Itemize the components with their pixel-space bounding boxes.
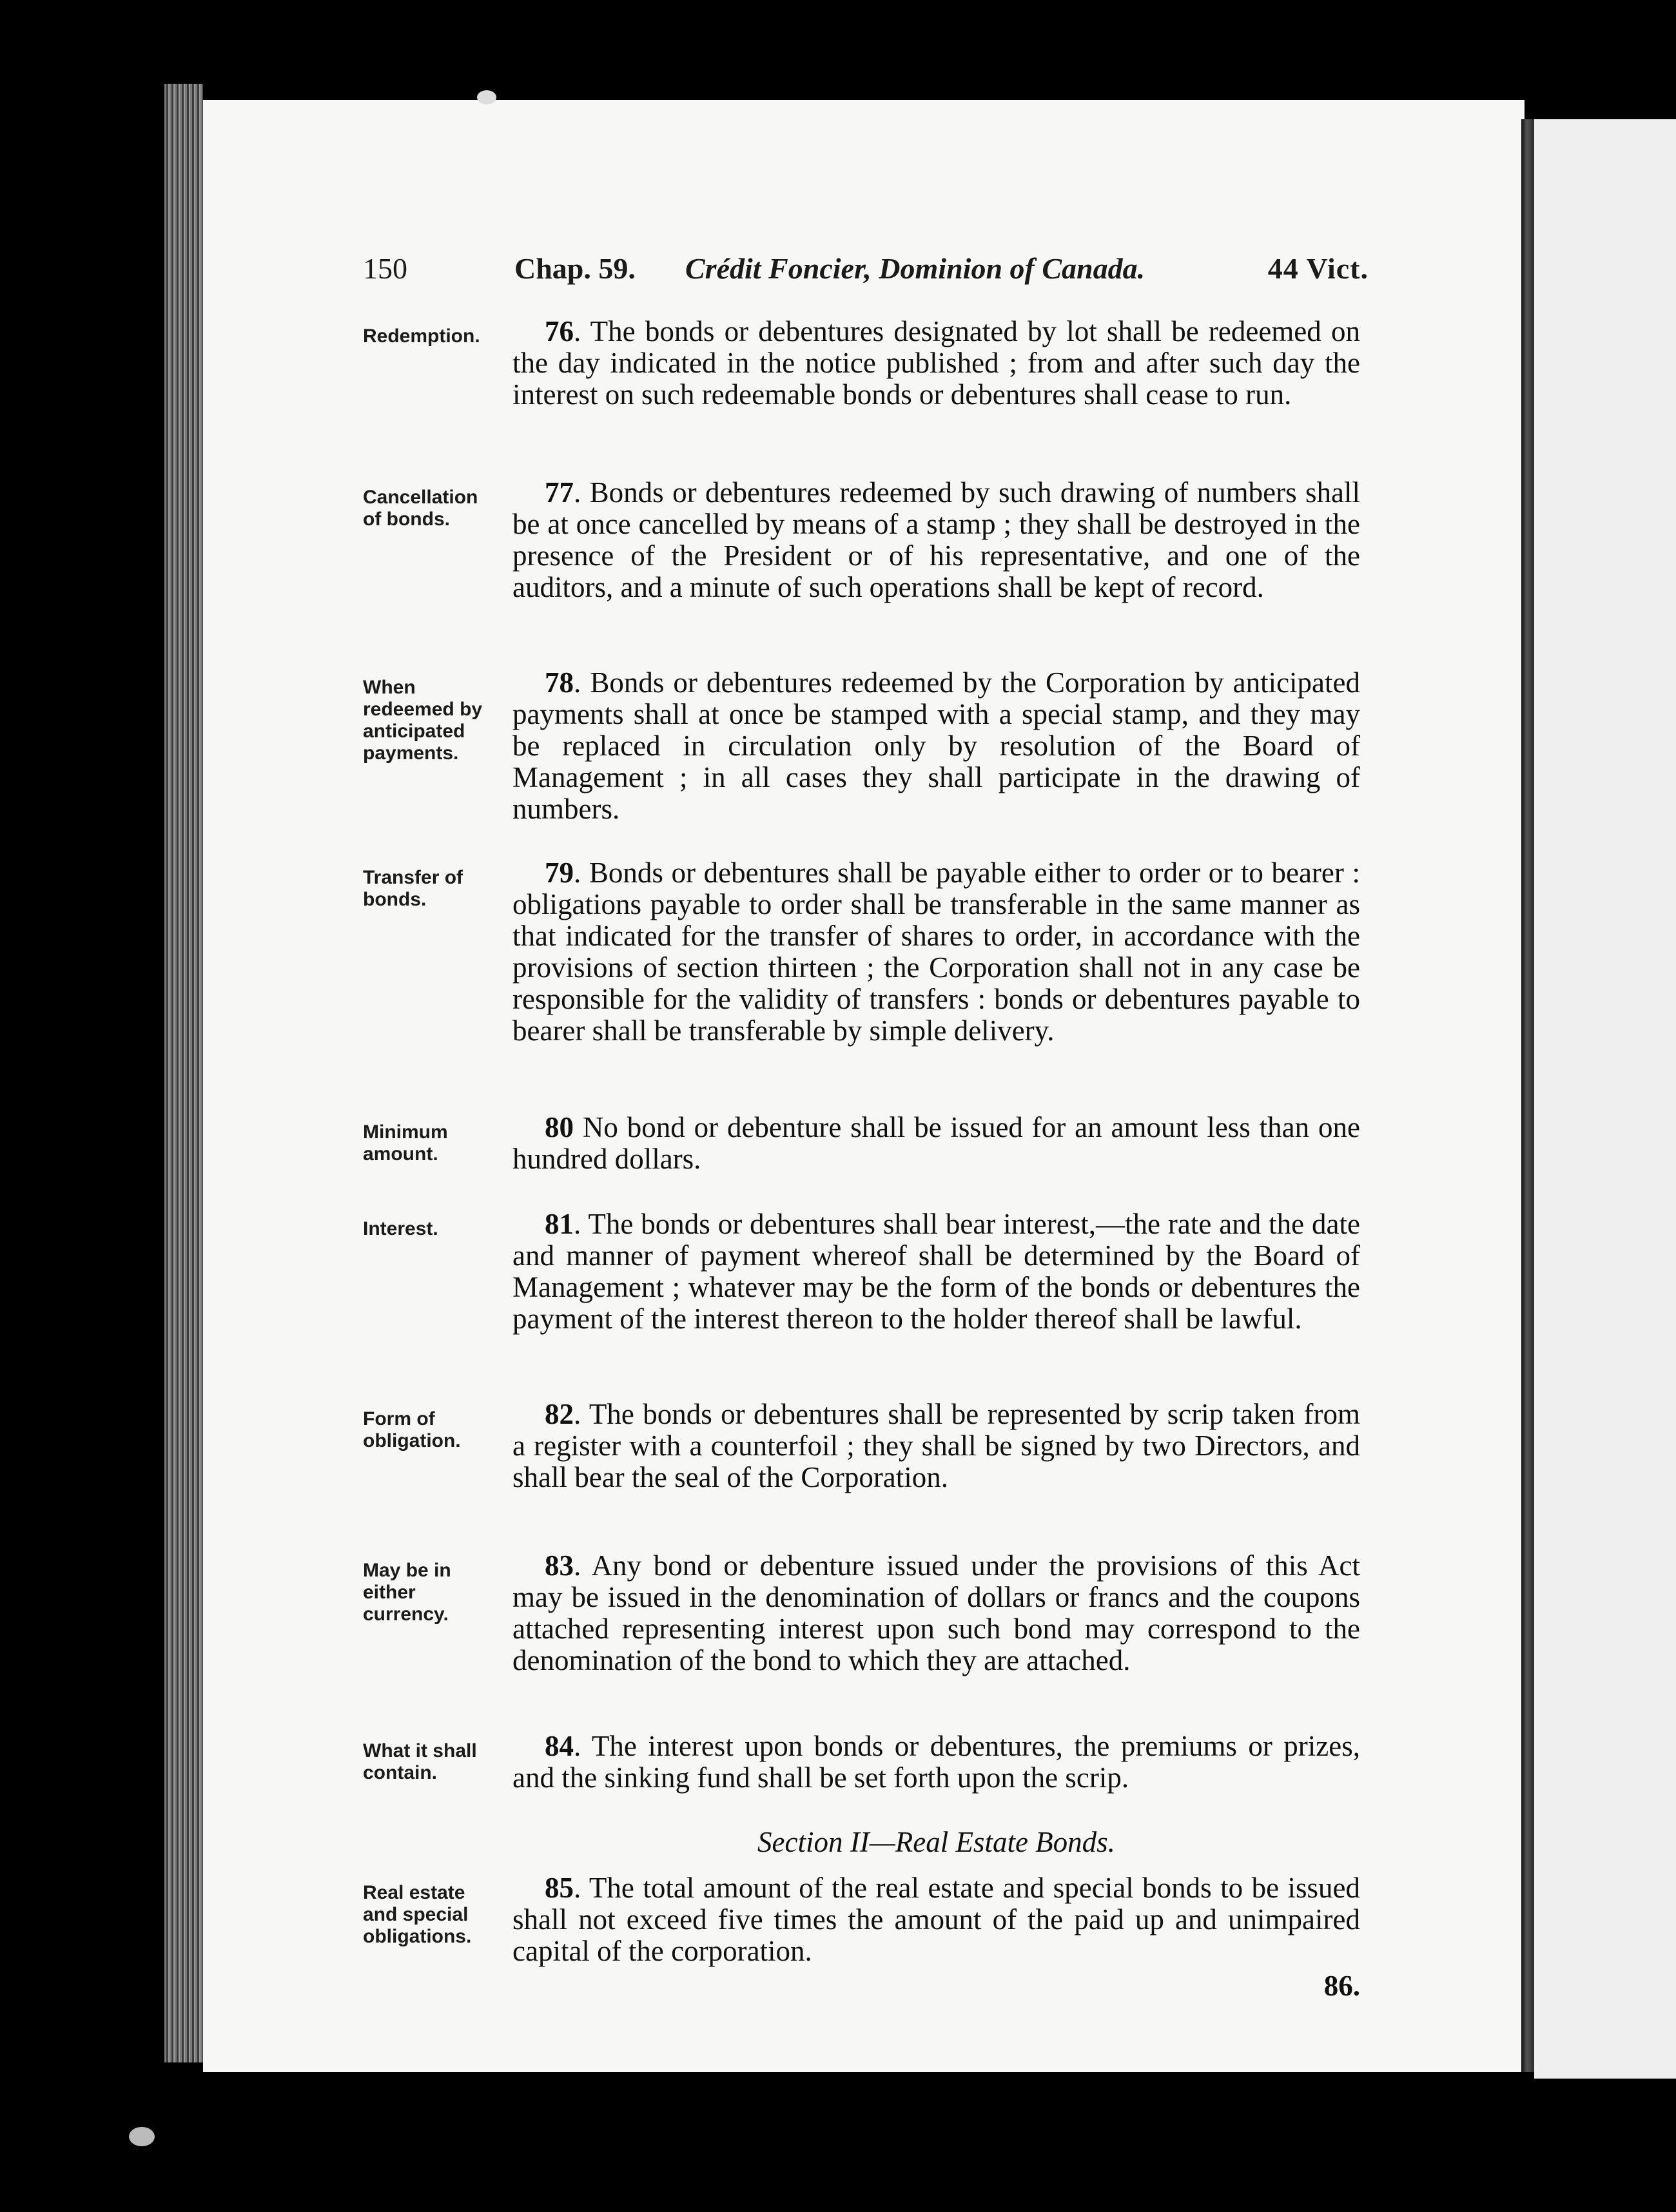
section-number: 76	[545, 315, 574, 347]
section-text: Bonds or debentures redeemed by the Corporation by anticipated payments shall at once be stamped with a special stamp, and they may be replaced in circulation only by resolution of the Board of Management ; in all cases they shall participate in the drawing of numbers.	[512, 666, 1361, 825]
paper-speck	[129, 2127, 155, 2146]
section-number: 82	[545, 1398, 574, 1430]
margin-note: May be in either currency.	[363, 1560, 451, 1625]
section-number: 83	[545, 1549, 574, 1582]
section-number: 84	[545, 1730, 574, 1762]
catchword: 86.	[1323, 1970, 1360, 2002]
section-84: 84. The interest upon bonds or debentures, the premiums or prizes, and the sinking fund shall be set forth upon the scrip.	[512, 1730, 1360, 1794]
section-82: 82. The bonds or debentures shall be represented by scrip taken from a register with a counterfoil ; they shall be signed by two Directors, and shall bear the seal of the Corporation.	[512, 1398, 1360, 1493]
section-78: 78. Bonds or debentures redeemed by the Corporation by anticipated payments shall at once be stamped with a special stamp, and they may be replaced in circulation only by resolution of the Board of Management ; in all cases they shall participate in the drawing of numbers.	[512, 666, 1361, 825]
section-text: The bonds or debentures designated by lot shall be redeemed on the day indicated in the notice published ; from and after such day the interest on such redeemable bonds or debentures shall cease to run.	[512, 315, 1360, 411]
page-number: 150	[363, 252, 407, 285]
section-text: No bond or debenture shall be issued for an amount less than one hundred dollars.	[512, 1111, 1360, 1175]
section-77: 77. Bonds or debentures redeemed by such drawing of numbers shall be at once cancelled by means of a stamp ; they shall be destroyed in the presence of the President or of his representative, and one of the auditors, and a minute of such operations shall be kept of record.	[512, 476, 1360, 603]
section-number: 79	[545, 857, 574, 889]
running-title: Crédit Foncier, Dominion of Canada.	[685, 252, 1145, 285]
section-text: Bonds or debentures redeemed by such drawing of numbers shall be at once cancelled by means of a stamp ; they shall be destroyed in the presence of the President or of his representative, and one of the auditors, and a minute of such operations shall be kept of record.	[512, 476, 1360, 603]
running-header	[363, 251, 1369, 296]
section-text: Any bond or debenture issued under the provisions of this Act may be issued in the denomination of dollars or francs and the coupons attached representing interest upon such bond may correspond to the denomination of the bond to which they are attached.	[512, 1549, 1360, 1676]
chapter-label: Chap. 59.	[514, 252, 636, 285]
section-80	[512, 1112, 1360, 1175]
section-number: 85	[545, 1872, 574, 1904]
margin-note: Real estate and special obligations.	[363, 1882, 472, 1947]
section-79: 79. Bonds or debentures shall be payable either to order or to bearer : obligations payable to order shall be transferable in the same manner as that indicated for the transfer of shares to order, in accordance with the provisions of section thirteen ; the Corporation shall not in any case be responsible for the validity of transfers : bonds or debentures payable to bearer shall be transferable by simple delivery.	[512, 857, 1360, 1047]
margin-note: Form of obligation.	[363, 1408, 461, 1451]
margin-note: Cancellation of bonds.	[363, 487, 478, 530]
section-number: 78	[545, 666, 574, 699]
margin-note: Redemption.	[363, 325, 480, 347]
section-number: 80	[545, 1111, 574, 1143]
margin-note: Transfer of bonds.	[363, 867, 463, 910]
paper-speck	[477, 90, 496, 104]
section-number: 77	[545, 476, 574, 509]
margin-note: Minimum amount.	[363, 1121, 448, 1165]
section-81: 81. The bonds or debentures shall bear interest,—the rate and the date and manner of payment whereof shall be determined by the Board of Management ; whatever may be the form of the bonds or debentures the payment of the interest thereon to the holder thereof shall be lawful.	[512, 1208, 1361, 1335]
book-binding	[1521, 119, 1535, 2072]
section-text: The bonds or debentures shall bear interest,—the rate and the date and manner of payment whereof shall be determined by the Board of Management ; whatever may be the form of the bonds or debentures the payment of the interest thereon to the holder thereof shall be lawful.	[512, 1208, 1361, 1335]
page-edges	[164, 84, 203, 2062]
section-number: 81	[545, 1208, 574, 1240]
margin-note: When redeemed by anticipated payments.	[363, 677, 483, 764]
section-83: 83. Any bond or debenture issued under the provisions of this Act may be issued in the denomination of dollars or francs and the coupons attached representing interest upon such bond may correspond to the denomination of the bond to which they are attached.	[512, 1549, 1360, 1676]
section-text: The total amount of the real estate and special bonds to be issued shall not exceed five times the amount of the paid up and unimpaired capital of the corporation.	[512, 1872, 1361, 1967]
section-85: 85. The total amount of the real estate and special bonds to be issued shall not exceed five times the amount of the paid up and unimpaired capital of the corporation.	[512, 1872, 1361, 1967]
facing-page	[1534, 119, 1676, 2079]
section-76: 76. The bonds or debentures designated by lot shall be redeemed on the day indicated in the notice published ; from and after such day the interest on such redeemable bonds or debentures shall cease to run.	[512, 315, 1360, 411]
section-text: Bonds or debentures shall be payable either to order or to bearer : obligations payable to order shall be transferable in the same manner as that indicated for the transfer of shares to order, in accordance with the provisions of section thirteen ; the Corporation shall not in any case be responsible for the validity of transfers : bonds or debentures payable to bearer shall be transferable by simple delivery.	[512, 857, 1360, 1047]
section-text: The bonds or debentures shall be represented by scrip taken from a register with a counterfoil ; they shall be signed by two Directors, and shall bear the seal of the Corporation.	[512, 1398, 1360, 1493]
regnal-year: 44 Vict.	[1267, 252, 1369, 285]
section-heading: Section II—Real Estate Bonds.	[757, 1826, 1115, 1858]
margin-note: Interest.	[363, 1218, 438, 1239]
margin-note: What it shall contain.	[363, 1740, 477, 1783]
section-text: The interest upon bonds or debentures, the premiums or prizes, and the sinking fund shall be set forth upon the scrip.	[512, 1730, 1360, 1794]
